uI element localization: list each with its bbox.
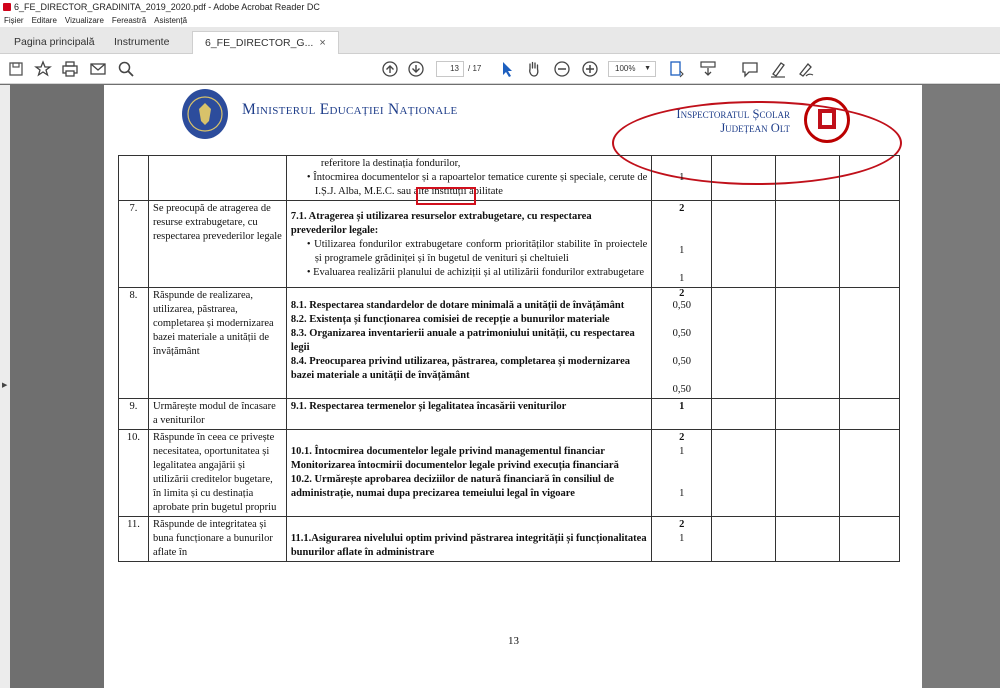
table-row	[119, 430, 900, 517]
navigation-pane-toggle[interactable]	[0, 85, 10, 688]
empty-cell	[840, 430, 900, 517]
tab-home-label: Pagina principală	[14, 36, 95, 48]
row-number: 10.	[119, 430, 149, 517]
score-value: 1	[679, 273, 685, 284]
menu-window[interactable]: Fereastră	[111, 16, 147, 25]
score-value: 1	[679, 245, 685, 256]
email-icon[interactable]	[88, 59, 108, 79]
tab-bar	[0, 27, 1000, 54]
row-title: Urmărește modul de încasare a veniturilor	[148, 399, 286, 430]
empty-cell	[840, 517, 900, 562]
row-criteria	[286, 288, 651, 399]
row-criteria	[286, 517, 651, 562]
hand-tool-icon[interactable]	[524, 59, 544, 79]
criteria-line: • Evaluarea realizării planului de achiziții și al utilizării fondurilor extrabugetare	[306, 267, 645, 278]
toolbar	[0, 54, 1000, 84]
row-score	[652, 399, 712, 430]
row-title: Se preocupă de atragerea de resurse extrabugetare, cu respectarea prevederilor legale	[148, 201, 286, 288]
zoom-level-select[interactable]	[608, 61, 656, 77]
pdf-page	[104, 85, 922, 688]
empty-cell	[840, 399, 900, 430]
row-criteria	[286, 430, 651, 517]
criteria-line: • Utilizarea fondurilor extrabugetare conform priorităților stabilite în proiectele și programele grădiniței și în bugetul de venituri și cheltuieli	[306, 239, 648, 264]
row-number: 9.	[119, 399, 149, 430]
empty-cell	[776, 399, 840, 430]
save-icon[interactable]	[6, 59, 26, 79]
row-score	[652, 430, 712, 517]
criteria-line: 8.2. Existența și funcționarea comisiei de recepție a bunurilor materiale	[290, 314, 610, 325]
inspectorate-title-line2: Județean Olt	[720, 121, 790, 135]
empty-cell	[776, 156, 840, 201]
sign-icon[interactable]	[796, 59, 816, 79]
criteria-heading-text: 7.1. Atragerea și utilizarea resurselor extrabugetare, cu respectarea prevederilor legale:	[290, 211, 592, 236]
menu-edit[interactable]: Editare	[31, 16, 57, 25]
tab-document-label: 6_FE_DIRECTOR_G...	[205, 37, 314, 49]
zoom-level-value: 100%	[615, 64, 636, 73]
row-number: 8.	[119, 288, 149, 399]
scroll-mode-icon[interactable]	[698, 59, 718, 79]
table-row	[119, 201, 900, 288]
empty-cell	[712, 288, 776, 399]
table-row	[119, 399, 900, 430]
tab-document[interactable]	[192, 31, 339, 54]
row-criteria	[286, 399, 651, 430]
page-fit-icon[interactable]	[666, 59, 686, 79]
menu-bar	[0, 14, 1000, 27]
menu-help[interactable]: Asistență	[154, 16, 188, 25]
empty-cell	[840, 156, 900, 201]
acrobat-app-icon	[3, 3, 11, 11]
criteria-line: 10.2. Urmărește aprobarea deciziilor de natură financiară în consiliul de administrație, numai dupa precizarea temeiului legal în vigoare	[290, 474, 615, 499]
score-value: 1	[679, 446, 685, 457]
ministry-title: Ministerul Educației Naționale	[242, 101, 458, 118]
score-value: 1	[679, 533, 685, 544]
comment-icon[interactable]	[740, 59, 760, 79]
window-titlebar	[0, 0, 1000, 14]
page-total: / 17	[468, 64, 482, 73]
row-number	[119, 156, 149, 201]
zoom-out-icon[interactable]	[552, 59, 572, 79]
table-row	[119, 156, 900, 201]
score-value: 2	[679, 288, 685, 299]
window-title: 6_FE_DIRECTOR_GRADINITA_2019_2020.pdf - Adobe Acrobat Reader DC	[14, 2, 320, 12]
previous-page-icon[interactable]	[380, 59, 400, 79]
row-number: 7.	[119, 201, 149, 288]
criteria-line: 10.1. Întocmirea documentelor legale privind managementul financiar Monitorizarea întocmirii documentelor legale privind execuția financiară	[290, 446, 619, 471]
criteria-line: 9.1. Respectarea termenelor și legalitatea încasării veniturilor	[290, 401, 567, 412]
row-title: Răspunde în ceea ce privește necesitatea, oportunitatea și legalitatea angajării și utilizării creditelor bugetare, în limita și cu destinația aprobate prin bugetul propriu	[148, 430, 286, 517]
criteria-line: • Întocmirea documentelor și a rapoartelor tematice curente și speciale, cerute de I.Ș.J. Alba, M.E.C. sau alte instituții abilitate	[306, 172, 648, 197]
row-criteria	[286, 201, 651, 288]
score-value: 0,50	[672, 356, 691, 367]
score-value: 1	[679, 401, 685, 412]
evaluation-table	[118, 155, 900, 562]
empty-cell	[712, 517, 776, 562]
empty-cell	[776, 430, 840, 517]
menu-file[interactable]: Fișier	[4, 16, 24, 25]
table-row	[119, 517, 900, 562]
inspectorate-title-line1: Inspectoratul Școlar	[676, 107, 790, 121]
empty-cell	[712, 201, 776, 288]
next-page-icon[interactable]	[406, 59, 426, 79]
score-value: 0,50	[672, 384, 691, 395]
government-crest-logo	[182, 89, 228, 139]
criteria-line: 8.4. Preocuparea privind utilizarea, păstrarea, completarea și modernizarea bazei materiale a unității de învățământ	[290, 356, 631, 381]
empty-cell	[712, 430, 776, 517]
score-value: 2	[679, 432, 685, 443]
score-value: 0,50	[672, 300, 691, 311]
chevron-down-icon: ▼	[644, 65, 651, 72]
row-score	[652, 517, 712, 562]
highlight-pen-icon[interactable]	[768, 59, 788, 79]
table-row	[119, 288, 900, 399]
score-value: 2	[679, 519, 685, 530]
empty-cell	[712, 399, 776, 430]
menu-view[interactable]: Vizualizare	[64, 16, 104, 25]
tab-home[interactable]	[2, 31, 107, 54]
criteria-line: referitore la destinația fondurilor,	[320, 158, 461, 169]
page-gutter	[94, 85, 104, 688]
row-title	[148, 156, 286, 201]
tab-tools[interactable]	[102, 31, 181, 54]
bookmark-star-icon[interactable]	[33, 59, 53, 79]
criteria-line: 8.1. Respectarea standardelor de dotare minimală a unității de învățământ	[290, 300, 625, 311]
row-number: 11.	[119, 517, 149, 562]
row-score	[652, 288, 712, 399]
empty-cell	[840, 288, 900, 399]
empty-cell	[776, 201, 840, 288]
score-value	[656, 157, 707, 171]
row-score	[652, 201, 712, 288]
page-footer-number: 13	[508, 635, 519, 647]
right-gray-margin	[922, 85, 1000, 688]
zoom-in-icon[interactable]	[580, 59, 600, 79]
row-title: Răspunde de realizarea, utilizarea, păstrarea, completarea și modernizarea bazei materiale a unității de învățământ	[148, 288, 286, 399]
page-number-input[interactable]: 13	[436, 61, 464, 77]
score-value: 0,50	[672, 328, 691, 339]
empty-cell	[840, 201, 900, 288]
criteria-heading	[291, 210, 647, 238]
criteria-line: 11.1.Asigurarea nivelului optim privind păstrarea integrității și funcționalitatea bunurilor aflate în administrare	[290, 533, 647, 558]
tab-close-icon[interactable]: ×	[319, 37, 326, 49]
row-title: Răspunde de integritatea și buna funcționare a bunurilor aflate în	[148, 517, 286, 562]
search-icon[interactable]	[116, 59, 136, 79]
print-icon[interactable]	[60, 59, 80, 79]
empty-cell	[776, 288, 840, 399]
empty-cell	[712, 156, 776, 201]
expand-arrow-icon[interactable]: ▶	[2, 382, 8, 389]
empty-cell	[776, 517, 840, 562]
red-highlight-box-annotation	[416, 187, 476, 205]
score-value: 1	[679, 488, 685, 499]
score-value: 2	[679, 203, 685, 214]
criteria-line: 8.3. Organizarea inventarierii anuale a patrimoniului unității, cu respectarea legii	[290, 328, 635, 353]
select-cursor-icon[interactable]	[497, 59, 517, 79]
score-value: 1	[679, 172, 685, 183]
tab-tools-label: Instrumente	[114, 36, 170, 48]
row-score	[652, 156, 712, 201]
